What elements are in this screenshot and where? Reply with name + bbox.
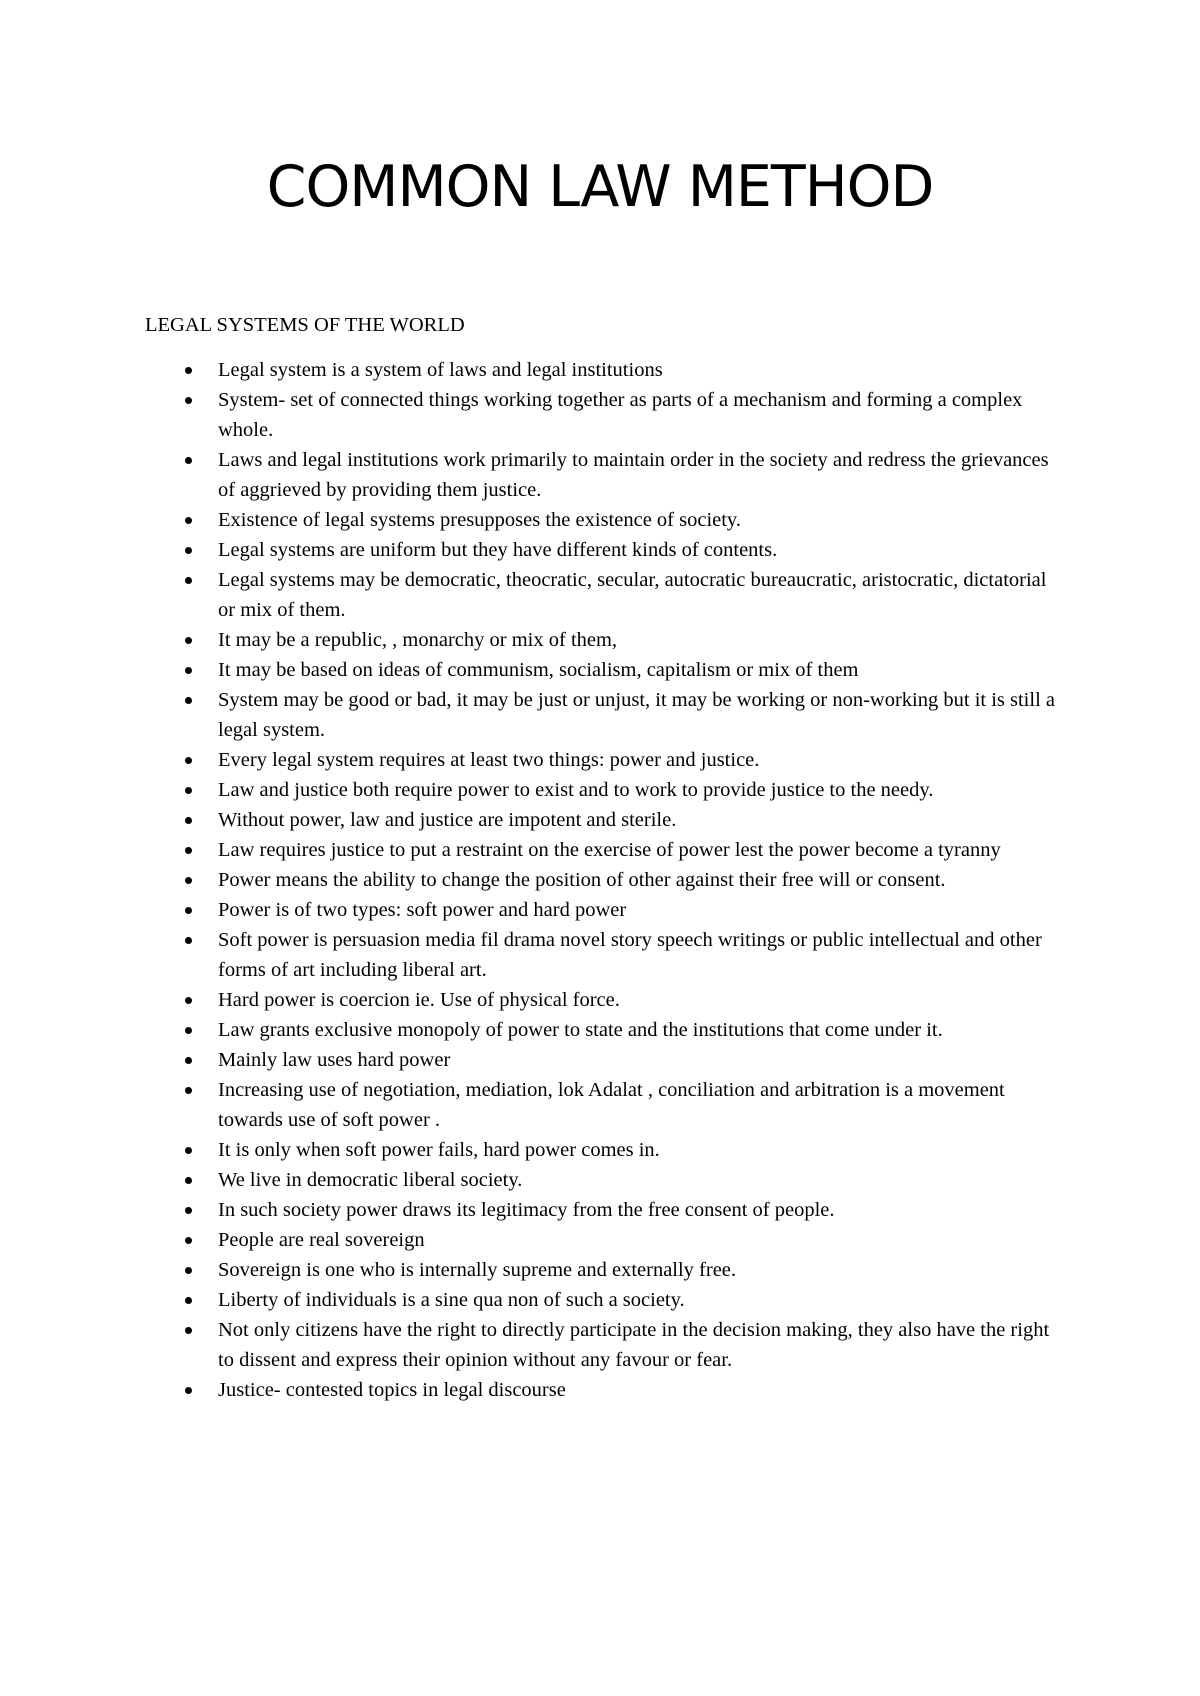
bullet-dot-icon bbox=[185, 637, 192, 644]
list-item bbox=[145, 1285, 1065, 1315]
list-item bbox=[145, 355, 1065, 385]
bullet-dot-icon bbox=[185, 907, 192, 914]
list-item bbox=[145, 1375, 1065, 1405]
list-item-text: Power is of two types: soft power and hard power bbox=[218, 899, 627, 921]
list-item-text: Without power, law and justice are impotent and sterile. bbox=[218, 809, 677, 831]
list-item-text: Law requires justice to put a restraint on the exercise of power lest the power become a tyranny bbox=[218, 839, 1001, 861]
list-item-text: It is only when soft power fails, hard power comes in. bbox=[218, 1139, 660, 1161]
bullet-dot-icon bbox=[185, 1057, 192, 1064]
list-item bbox=[145, 1165, 1065, 1195]
bullet-dot-icon bbox=[185, 1387, 192, 1394]
list-item bbox=[145, 865, 1065, 895]
bullet-dot-icon bbox=[185, 757, 192, 764]
list-item-text: System- set of connected things working together as parts of a mechanism and forming a complex whole. bbox=[218, 389, 1023, 441]
list-item-text: Not only citizens have the right to directly participate in the decision making, they also have the right to dissent and express their opinion without any favour or fear. bbox=[218, 1319, 1050, 1371]
list-item bbox=[145, 385, 1065, 445]
bullet-dot-icon bbox=[185, 1147, 192, 1154]
list-item bbox=[145, 805, 1065, 835]
bullet-list bbox=[145, 355, 1065, 1405]
list-item-text: Mainly law uses hard power bbox=[218, 1049, 451, 1071]
list-item-text: Law and justice both require power to exist and to work to provide justice to the needy. bbox=[218, 779, 934, 801]
bullet-dot-icon bbox=[185, 787, 192, 794]
list-item-text: Legal system is a system of laws and legal institutions bbox=[218, 359, 663, 381]
bullet-dot-icon bbox=[185, 847, 192, 854]
bullet-dot-icon bbox=[185, 1177, 192, 1184]
bullet-dot-icon bbox=[185, 937, 192, 944]
list-item-text: People are real sovereign bbox=[218, 1229, 425, 1251]
bullet-dot-icon bbox=[185, 547, 192, 554]
bullet-dot-icon bbox=[185, 577, 192, 584]
bullet-dot-icon bbox=[185, 877, 192, 884]
list-item bbox=[145, 1315, 1065, 1375]
list-item bbox=[145, 655, 1065, 685]
list-item bbox=[145, 565, 1065, 625]
list-item-text: System may be good or bad, it may be just or unjust, it may be working or non-working but it is still a legal system. bbox=[218, 689, 1055, 741]
bullet-dot-icon bbox=[185, 1027, 192, 1034]
list-item-text: In such society power draws its legitimacy from the free consent of people. bbox=[218, 1199, 835, 1221]
list-item-text: Existence of legal systems presupposes the existence of society. bbox=[218, 509, 741, 531]
list-item-text: It may be based on ideas of communism, socialism, capitalism or mix of them bbox=[218, 659, 859, 681]
list-item bbox=[145, 1195, 1065, 1225]
list-item bbox=[145, 1045, 1065, 1075]
section-heading: LEGAL SYSTEMS OF THE WORLD bbox=[145, 314, 465, 336]
bullet-dot-icon bbox=[185, 697, 192, 704]
list-item bbox=[145, 745, 1065, 775]
bullet-dot-icon bbox=[185, 1267, 192, 1274]
list-item bbox=[145, 535, 1065, 565]
bullet-dot-icon bbox=[185, 1207, 192, 1214]
document-title: COMMON LAW METHOD bbox=[266, 154, 934, 220]
list-item-text: It may be a republic, , monarchy or mix of them, bbox=[218, 629, 618, 651]
list-item bbox=[145, 445, 1065, 505]
list-item bbox=[145, 925, 1065, 985]
list-item-text: Legal systems are uniform but they have different kinds of contents. bbox=[218, 539, 778, 561]
list-item-text: Hard power is coercion ie. Use of physical force. bbox=[218, 989, 620, 1011]
list-item bbox=[145, 1015, 1065, 1045]
list-item bbox=[145, 685, 1065, 745]
list-item bbox=[145, 985, 1065, 1015]
bullet-dot-icon bbox=[185, 397, 192, 404]
list-item bbox=[145, 775, 1065, 805]
list-item-text: Liberty of individuals is a sine qua non of such a society. bbox=[218, 1289, 685, 1311]
bullet-dot-icon bbox=[185, 817, 192, 824]
list-item bbox=[145, 505, 1065, 535]
list-item-text: Sovereign is one who is internally supreme and externally free. bbox=[218, 1259, 737, 1281]
list-item-text: Law grants exclusive monopoly of power to state and the institutions that come under it. bbox=[218, 1019, 943, 1041]
bullet-dot-icon bbox=[185, 1087, 192, 1094]
list-item-text: Laws and legal institutions work primarily to maintain order in the society and redress the grievances of aggrieved by providing them justice. bbox=[218, 449, 1049, 501]
list-item-text: Justice- contested topics in legal discourse bbox=[218, 1379, 566, 1401]
bullet-dot-icon bbox=[185, 667, 192, 674]
list-item-text: Power means the ability to change the position of other against their free will or consent. bbox=[218, 869, 946, 891]
list-item-text: Increasing use of negotiation, mediation, lok Adalat , conciliation and arbitration is a movement towards use of soft power . bbox=[218, 1079, 1005, 1131]
bullet-dot-icon bbox=[185, 457, 192, 464]
bullet-dot-icon bbox=[185, 517, 192, 524]
list-item bbox=[145, 835, 1065, 865]
bullet-dot-icon bbox=[185, 1237, 192, 1244]
bullet-dot-icon bbox=[185, 1327, 192, 1334]
bullet-dot-icon bbox=[185, 1297, 192, 1304]
list-item bbox=[145, 625, 1065, 655]
list-item bbox=[145, 1075, 1065, 1135]
list-item-text: We live in democratic liberal society. bbox=[218, 1169, 523, 1191]
bullet-dot-icon bbox=[185, 367, 192, 374]
list-item-text: Every legal system requires at least two things: power and justice. bbox=[218, 749, 760, 771]
list-item bbox=[145, 895, 1065, 925]
list-item-text: Legal systems may be democratic, theocratic, secular, autocratic bureaucratic, aristocratic, dictatorial or mix of them. bbox=[218, 569, 1047, 621]
list-item bbox=[145, 1255, 1065, 1285]
list-item-text: Soft power is persuasion media fil drama novel story speech writings or public intellectual and other forms of art including liberal art. bbox=[218, 929, 1042, 981]
bullet-dot-icon bbox=[185, 997, 192, 1004]
list-item bbox=[145, 1135, 1065, 1165]
list-item bbox=[145, 1225, 1065, 1255]
